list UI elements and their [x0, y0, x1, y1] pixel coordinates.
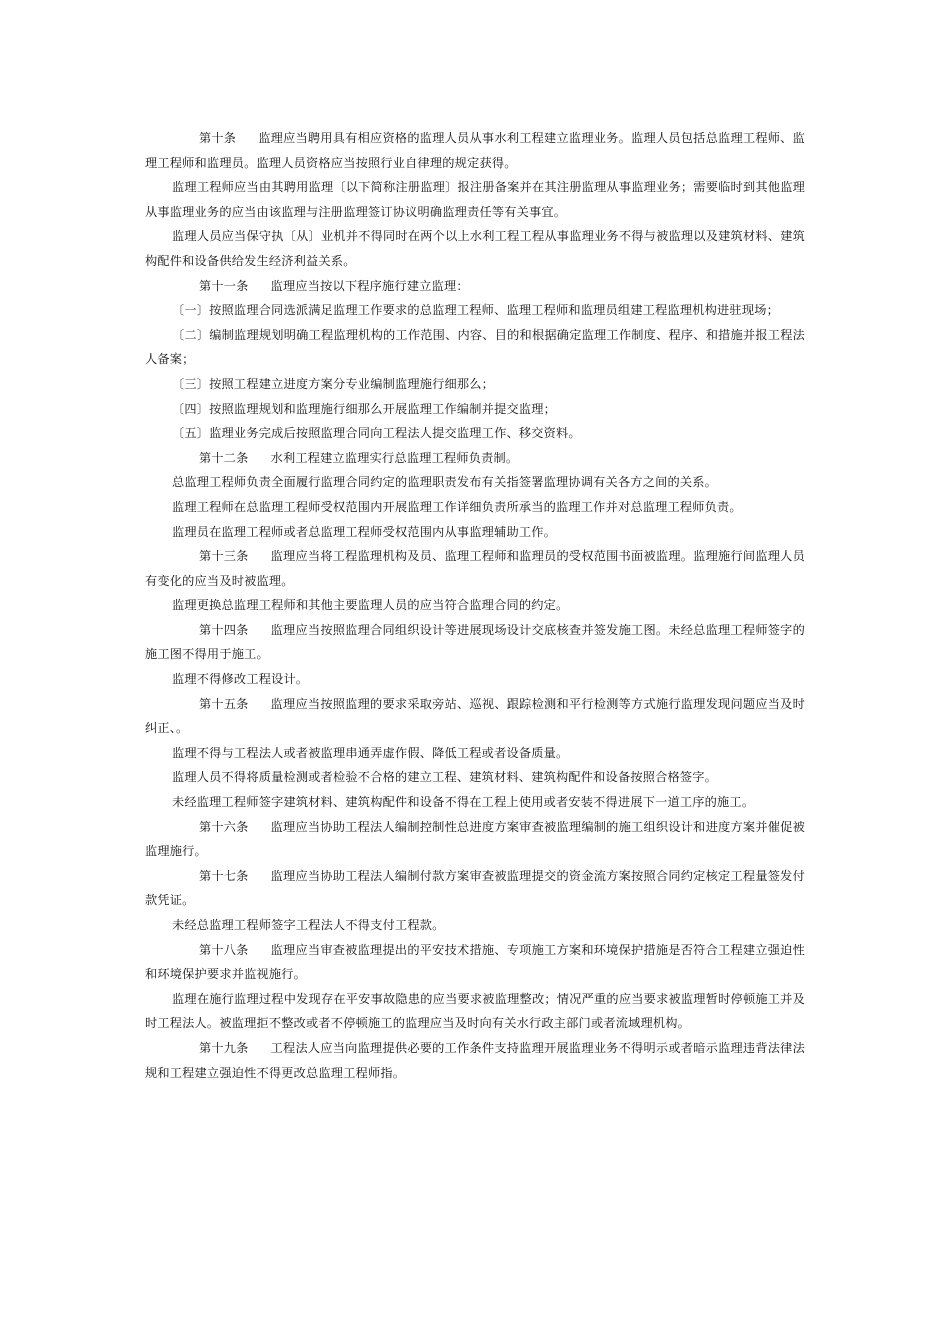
paragraph-text: 监理在施行监理过程中发现存在平安事故隐患的应当要求被监理整改；情况严重的应当要求被监理暂时停顿施工并及时工程法人。被监理拒不整改或者不停顿施工的监理应当及时向有关水行政主部门或者流域理机构。: [145, 991, 805, 1031]
paragraph: [145, 274, 805, 299]
paragraph: [145, 815, 805, 864]
paragraph-text: 〔三〕按照工程建立进度方案分专业编制监理施行细那么；: [172, 376, 495, 391]
paragraph-text: 工程法人应当向监理提供必要的工作条件支持监理开展监理业务不得明示或者暗示监理违背法律法规和工程建立强迫性不得更改总监理工程师指。: [145, 1040, 805, 1080]
paragraph-text: 监理人员不得将质量检测或者检验不合格的建立工程、建筑材料、建筑构配件和设备按照合格签字。: [172, 770, 718, 785]
article-number: 第十六条: [199, 819, 249, 834]
paragraph-text: 总监理工程师负责全面履行监理合同约定的监理职责发布有关指签署监理协调有关各方之间的关系。: [172, 475, 718, 490]
paragraph-text: 〔二〕编制监理规划明确工程监理机构的工作范围、内容、目的和根据确定监理工作制度、程序、和措施并报工程法人备案；: [145, 327, 805, 367]
paragraph: [145, 298, 805, 323]
paragraph: [145, 323, 805, 372]
paragraph-text: 监理应当按照监理合同组织设计等进展现场设计交底核查并签发施工图。未经总监理工程师签字的施工图不得用于施工。: [145, 622, 805, 662]
paragraph-text: 未经总监理工程师签字工程法人不得支付工程款。: [172, 918, 445, 932]
paragraph-text: 监理更换总监理工程师和其他主要监理人员的应当符合监理合同的约定。: [172, 598, 569, 613]
paragraph-text: 监理不得修改工程设计。: [172, 672, 309, 687]
paragraph: [145, 741, 805, 766]
article-number: 第十条: [199, 131, 237, 145]
article-number: 第十五条: [199, 696, 249, 711]
paragraph-text: 监理员在监理工程师或者总监理工程师受权范围内从事监理辅助工作。: [172, 524, 557, 539]
paragraph-text: 〔一〕按照监理合同选派满足监理工作要求的总监理工程师、监理工程师和监理员组建工程监理机构进驻现场；: [172, 303, 779, 318]
paragraph: [145, 987, 805, 1036]
paragraph-text: 监理应当协助工程法人编制付款方案审查被监理提交的资金流方案按照合同约定核定工程量签发付款凭证。: [145, 868, 805, 908]
paragraph-text: 监理应当按照监理的要求采取旁站、巡视、跟踪检测和平行检测等方式施行监理发现问题应当及时纠正、。: [145, 696, 805, 736]
paragraph: [145, 667, 805, 692]
paragraph-text: 监理应当协助工程法人编制控制性总进度方案审查被监理编制的施工组织设计和进度方案并催促被监理施行。: [145, 819, 805, 859]
paragraph-text: 监理应当将工程监理机构及员、监理工程师和监理员的受权范围书面被监理。监理施行间监理人员有变化的应当及时被监理。: [145, 549, 805, 588]
paragraph: [145, 520, 805, 545]
paragraph-text: 监理工程师在总监理工程师受权范围内开展监理工作详细负责所承当的监理工作并对总监理工程师负责。: [172, 499, 742, 514]
paragraph: [145, 938, 805, 987]
paragraph-text: 〔五〕监理业务完成后按照监理合同向工程法人提交监理工作、移交资料。: [172, 426, 581, 441]
paragraph: [145, 913, 805, 938]
paragraph: [145, 372, 805, 397]
paragraph-text: 水利工程建立监理实行总监理工程师负责制。: [270, 450, 519, 465]
paragraph: [145, 618, 805, 667]
paragraph-text: 监理人员应当保守执〔从〕业机并不得同时在两个以上水利工程工程从事监理业务不得与被监理以及建筑材料、建筑构配件和设备供给发生经济利益关系。: [145, 229, 805, 268]
paragraph-text: 监理应当审查被监理提出的平安技术措施、专项施工方案和环境保护措施是否符合工程建立强迫性和环境保护要求并监视施行。: [145, 942, 805, 982]
paragraph-text: 监理应当按以下程序施行建立监理：: [270, 278, 469, 293]
paragraph: [145, 421, 805, 446]
paragraph: [145, 1036, 805, 1085]
article-number: 第十九条: [199, 1040, 249, 1055]
paragraph: [145, 544, 805, 593]
paragraph: [145, 224, 805, 273]
paragraph: [145, 593, 805, 618]
article-number: 第十八条: [199, 942, 249, 957]
paragraph-text: 〔四〕按照监理规划和监理施行细那么开展监理工作编制并提交监理；: [172, 401, 557, 416]
article-number: 第十三条: [199, 549, 249, 564]
paragraph: [145, 446, 805, 471]
article-number: 第十四条: [199, 622, 249, 637]
paragraph: [145, 175, 805, 224]
paragraph: [145, 397, 805, 422]
paragraph-text: 未经监理工程师签字建筑材料、建筑构配件和设备不得在工程上使用或者安装不得进展下一道工序的施工。: [172, 795, 755, 810]
article-number: 第十七条: [199, 868, 249, 883]
paragraph: [145, 126, 805, 175]
document-body: [145, 126, 805, 1085]
paragraph-text: 监理工程师应当由其聘用监理〔以下简称注册监理〕报注册备案并在其注册监理从事监理业务；需要临时到其他监理从事监理业务的应当由该监理与注册监理签订协议明确监理责任等有关事宜。: [145, 180, 805, 219]
article-number: 第十一条: [199, 278, 249, 293]
paragraph: [145, 470, 805, 495]
paragraph: [145, 692, 805, 741]
paragraph: [145, 495, 805, 520]
paragraph-text: 监理不得与工程法人或者被监理串通弄虚作假、降低工程或者设备质量。: [172, 745, 569, 760]
article-number: 第十二条: [199, 450, 249, 465]
paragraph: [145, 790, 805, 815]
paragraph-text: 监理应当聘用具有相应资格的监理人员从事水利工程建立监理业务。监理人员包括总监理工程师、监理工程师和监理员。监理人员资格应当按照行业自律理的规定获得。: [145, 131, 805, 170]
paragraph: [145, 864, 805, 913]
paragraph: [145, 765, 805, 790]
